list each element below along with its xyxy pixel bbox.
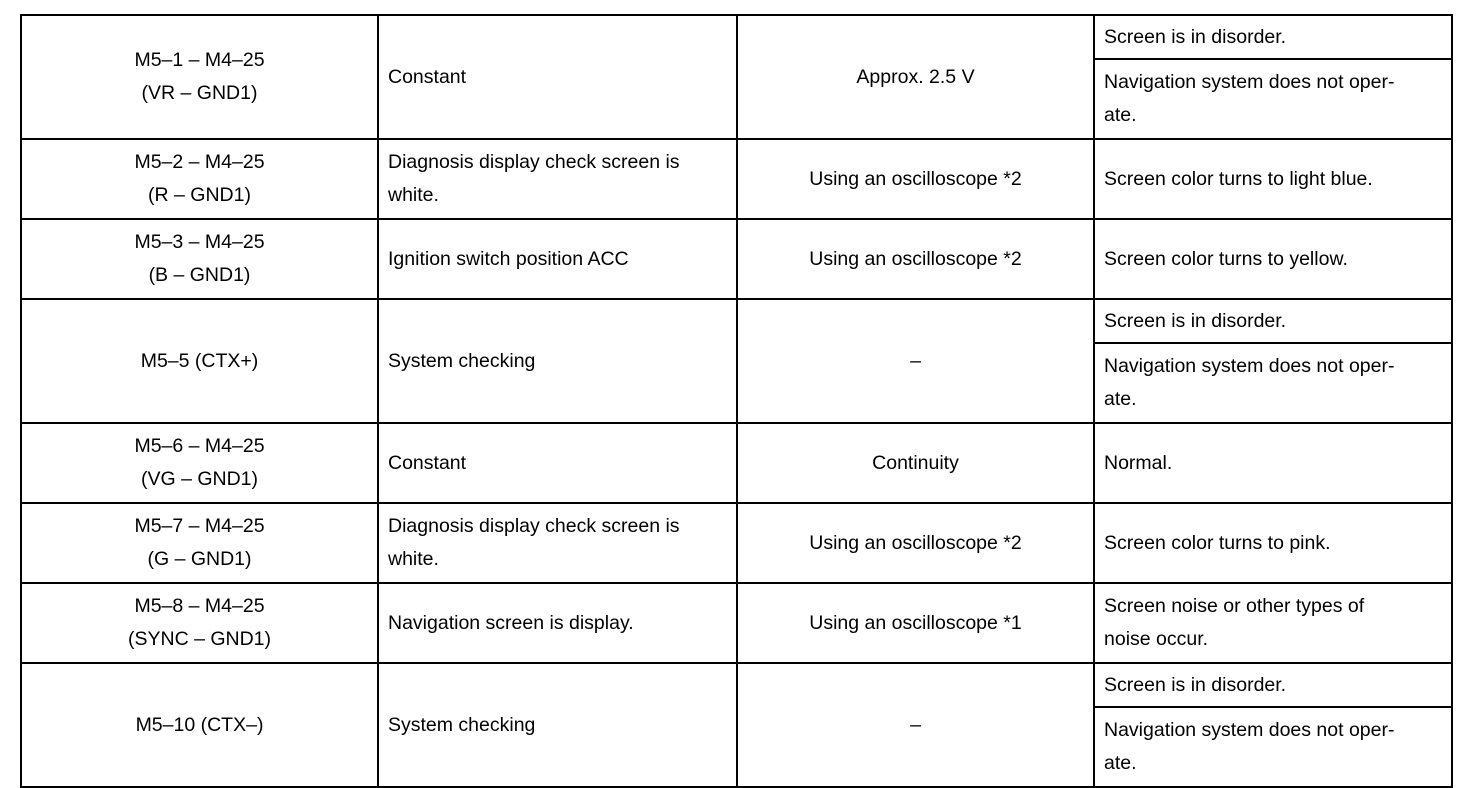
- specified-condition-cell: Continuity: [737, 423, 1094, 503]
- cell-text-line: (R – GND1): [148, 184, 251, 206]
- terminal-cell: [21, 663, 378, 787]
- symptom-cell: [1094, 15, 1452, 59]
- table-body: [21, 15, 1452, 787]
- cell-text-line: Screen is in disorder.: [1104, 25, 1287, 48]
- symptom-cell: [1094, 423, 1452, 503]
- condition-cell: [378, 583, 737, 663]
- cell-text-line: Screen is in disorder.: [1104, 309, 1287, 332]
- cell-text-line: (G – GND1): [147, 548, 252, 570]
- specified-condition-cell: Approx. 2.5 V: [737, 15, 1094, 139]
- specified-condition-cell: Using an oscilloscope *1: [737, 583, 1094, 663]
- cell-text-line: Normal.: [1104, 451, 1173, 474]
- specified-condition-cell: –: [737, 663, 1094, 787]
- symptom-cell: [1094, 707, 1452, 787]
- symptom-cell: [1094, 59, 1452, 139]
- cell-text-line: M5–6 – M4–25: [134, 435, 265, 457]
- cell-text-line: Constant: [388, 451, 467, 474]
- cell-text-line: Screen noise or other types of: [1104, 595, 1365, 617]
- cell-text-line: M5–5 (CTX+): [140, 349, 259, 372]
- cell-text-line: Ignition switch position ACC: [388, 247, 629, 270]
- symptom-cell: [1094, 663, 1452, 707]
- cell-text-line: ate.: [1104, 388, 1137, 410]
- symptom-cell: [1094, 139, 1452, 219]
- condition-cell: [378, 663, 737, 787]
- terminal-cell: [21, 503, 378, 583]
- cell-text-line: Navigation system does not oper-: [1104, 719, 1395, 741]
- cell-text-line: M5–10 (CTX–): [135, 713, 264, 736]
- cell-text-line: System checking: [388, 349, 536, 372]
- cell-text-line: System checking: [388, 713, 536, 736]
- cell-text-line: Screen is in disorder.: [1104, 673, 1287, 696]
- specified-condition-cell: –: [737, 299, 1094, 423]
- cell-text-line: (VG – GND1): [140, 468, 259, 490]
- symptom-cell: [1094, 219, 1452, 299]
- table-row: [21, 139, 1452, 219]
- condition-cell: [378, 423, 737, 503]
- specified-condition-cell: Using an oscilloscope *2: [737, 219, 1094, 299]
- cell-text-line: (VR – GND1): [141, 82, 258, 104]
- cell-text-line: Navigation system does not oper-: [1104, 71, 1395, 93]
- table-row: [21, 503, 1452, 583]
- terminal-cell: [21, 139, 378, 219]
- cell-text-line: ate.: [1104, 104, 1137, 126]
- terminal-cell: [21, 423, 378, 503]
- condition-cell: [378, 503, 737, 583]
- condition-cell: [378, 15, 737, 139]
- cell-text-line: Navigation system does not oper-: [1104, 355, 1395, 377]
- cell-text-line: (B – GND1): [148, 264, 251, 286]
- table-row: [21, 663, 1452, 707]
- table-row: [21, 583, 1452, 663]
- terminal-cell: [21, 583, 378, 663]
- cell-text-line: M5–1 – M4–25: [134, 49, 265, 71]
- cell-text-line: white.: [388, 548, 439, 570]
- symptom-cell: [1094, 343, 1452, 423]
- table-row: [21, 299, 1452, 343]
- terminal-cell: [21, 15, 378, 139]
- specified-condition-cell: Using an oscilloscope *2: [737, 139, 1094, 219]
- cell-text-line: Screen color turns to light blue.: [1104, 167, 1373, 190]
- symptom-cell: [1094, 503, 1452, 583]
- condition-cell: [378, 219, 737, 299]
- cell-text-line: M5–2 – M4–25: [134, 151, 265, 173]
- symptom-cell: [1094, 299, 1452, 343]
- terminal-spec-table: [20, 14, 1453, 788]
- cell-text-line: Screen color turns to yellow.: [1104, 247, 1348, 270]
- terminal-cell: [21, 219, 378, 299]
- terminal-cell: [21, 299, 378, 423]
- table-row: [21, 219, 1452, 299]
- cell-text-line: Diagnosis display check screen is: [388, 515, 680, 537]
- symptom-cell: [1094, 583, 1452, 663]
- cell-text-line: Screen color turns to pink.: [1104, 531, 1331, 554]
- table-row: [21, 15, 1452, 59]
- cell-text-line: white.: [388, 184, 439, 206]
- condition-cell: [378, 139, 737, 219]
- cell-text-line: Diagnosis display check screen is: [388, 151, 680, 173]
- cell-text-line: (SYNC – GND1): [127, 628, 272, 650]
- cell-text-line: M5–7 – M4–25: [134, 515, 265, 537]
- table-row: [21, 423, 1452, 503]
- cell-text-line: Navigation screen is display.: [388, 611, 634, 634]
- specified-condition-cell: Using an oscilloscope *2: [737, 503, 1094, 583]
- cell-text-line: ate.: [1104, 752, 1137, 774]
- cell-text-line: Constant: [388, 65, 467, 88]
- cell-text-line: M5–8 – M4–25: [134, 595, 265, 617]
- cell-text-line: noise occur.: [1104, 628, 1209, 650]
- condition-cell: [378, 299, 737, 423]
- cell-text-line: M5–3 – M4–25: [134, 231, 265, 253]
